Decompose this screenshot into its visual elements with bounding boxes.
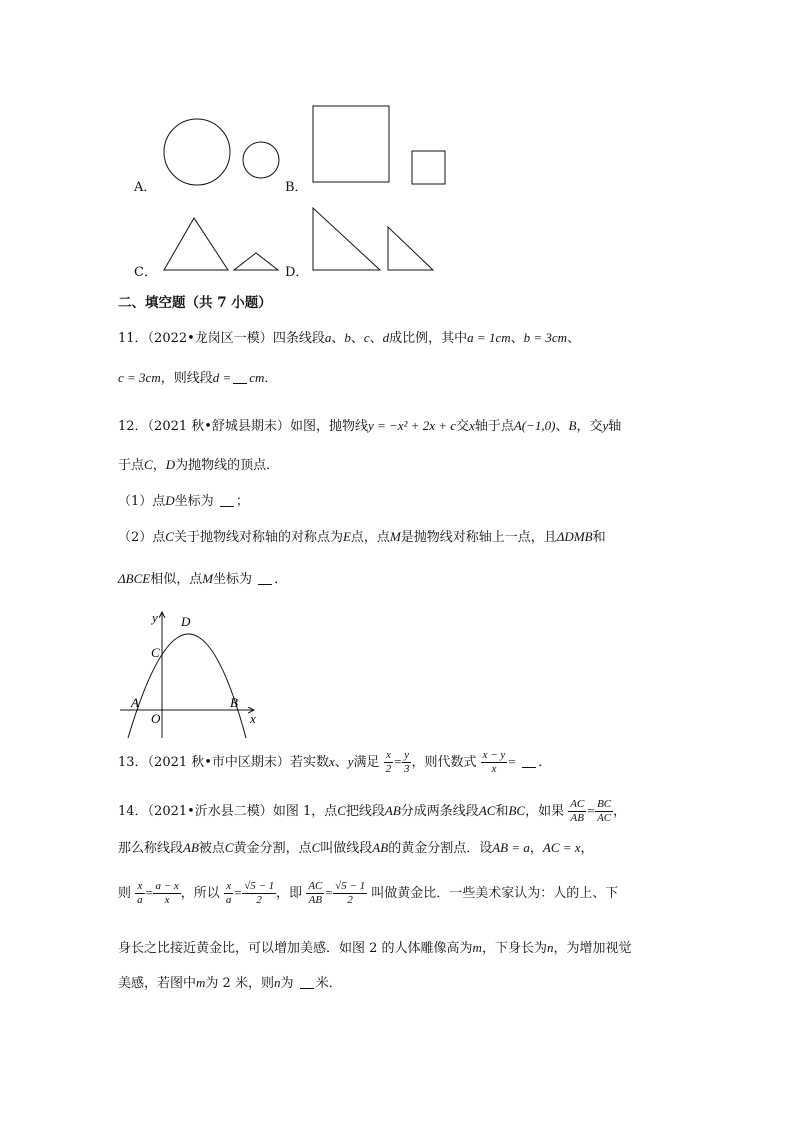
segment-ab: AB <box>183 840 199 855</box>
point-b: B <box>568 418 577 433</box>
large-square <box>313 106 389 182</box>
answer-blank[interactable] <box>220 494 234 507</box>
unit: cm <box>249 370 265 385</box>
q12-text: （2）点 <box>118 530 166 545</box>
q12-text: ，交 <box>576 419 603 434</box>
var-n: n <box>546 940 554 955</box>
point-c: C <box>337 803 346 818</box>
q14-text: 美感，若图中 <box>118 976 197 991</box>
sep: 、 <box>331 331 345 346</box>
frac-num: x − y <box>482 749 506 761</box>
graph-label-x: x <box>250 711 256 726</box>
sep: 、 <box>567 331 581 346</box>
question-14-line-1 <box>118 798 626 825</box>
small-square <box>412 151 445 184</box>
segment-ab: AB <box>372 840 389 855</box>
equals: = <box>586 803 596 818</box>
q12-text: 相似，点 <box>150 572 203 587</box>
point-d: D <box>165 457 176 472</box>
small-circle <box>243 142 279 178</box>
frac-den: a <box>137 894 143 906</box>
q14-text: 黄金分割，点 <box>233 841 312 856</box>
q14-text: ，即 <box>276 886 303 901</box>
q11-text: 成比例，其中 <box>389 331 468 346</box>
given-a: a = 1cm <box>467 330 511 345</box>
frac-num: a − x <box>155 880 179 892</box>
graph-label-y: y <box>152 610 158 625</box>
q14-text: 如图 1，点 <box>272 804 338 819</box>
small-right-triangle <box>388 227 433 270</box>
graph-label-b: B <box>230 695 238 710</box>
q12-text: 于点 <box>118 458 145 473</box>
frac-den: x <box>164 894 170 906</box>
graph-label-d: D <box>181 614 191 629</box>
sep: 、 <box>350 331 364 346</box>
answer-blank[interactable] <box>258 572 272 585</box>
q12-text: 轴 <box>608 419 622 434</box>
answer-lhs: d = <box>212 370 232 385</box>
question-11-line-1 <box>118 327 580 346</box>
fraction-bc-ac <box>595 798 613 825</box>
q12-number: 12． <box>118 419 148 434</box>
q12-text: ； <box>235 494 249 509</box>
frac-num: AC <box>308 880 323 892</box>
frac-den: AB <box>308 894 323 906</box>
fraction-x-over-a <box>135 880 145 907</box>
q12-text: 坐标为 <box>213 572 253 587</box>
q14-text: ， <box>529 841 543 856</box>
frac-den: a <box>225 894 232 906</box>
frac-num: BC <box>597 798 612 810</box>
q13-text: ． <box>538 755 552 770</box>
equals: = <box>144 885 154 900</box>
question-14-line-5 <box>118 972 342 991</box>
q12-text: 点，点 <box>350 530 390 545</box>
point-c: C <box>144 457 153 472</box>
segment-ab: AB <box>384 803 401 818</box>
point-c: C <box>165 529 174 544</box>
q14-text: 米． <box>315 976 342 991</box>
point-m: M <box>389 529 401 544</box>
graph-label-o: O <box>151 711 161 726</box>
q14-text: ，所以 <box>180 886 220 901</box>
question-13 <box>118 749 551 776</box>
fraction-x-over-a <box>224 880 234 907</box>
question-12-line-2 <box>118 454 279 473</box>
frac-num: AC <box>570 798 585 810</box>
section-title: 二、填空题（共 7 小题） <box>118 295 272 311</box>
large-triangle <box>164 218 228 270</box>
q14-text: 和 <box>495 804 509 819</box>
q14-text: 把线段 <box>345 804 385 819</box>
equals: = <box>324 885 334 900</box>
frac-num: √5 − 1 <box>335 880 366 892</box>
frac-num: x <box>384 749 394 763</box>
question-12-line-1 <box>118 415 621 434</box>
option-d-label: D． <box>285 265 309 280</box>
point-c: C <box>311 840 321 855</box>
answer-blank[interactable] <box>522 755 536 768</box>
q11-source: （2022•龙岗区一模） <box>147 331 273 346</box>
segment-ac: AC <box>478 803 496 818</box>
question-14-line-2 <box>118 837 594 856</box>
question-14-line-4 <box>118 937 631 956</box>
frac-den: 2 <box>256 894 262 906</box>
q14-text: ，如果 <box>525 804 565 819</box>
q12-text: 、 <box>555 419 569 434</box>
frac-den: x <box>491 763 497 775</box>
q13-text: 满足 <box>353 755 380 770</box>
large-right-triangle <box>313 208 380 270</box>
q14-text: ，为增加视觉 <box>553 941 632 956</box>
graph-label-c: C <box>151 645 160 660</box>
point-e: E <box>342 529 351 544</box>
fraction-expression <box>481 749 508 776</box>
var-n: n <box>273 975 281 990</box>
frac-den: 2 <box>347 894 353 906</box>
q12-text: ， <box>152 458 166 473</box>
given-c: c = 3cm <box>118 370 161 385</box>
q13-text: 若实数 <box>289 755 329 770</box>
equals: = <box>507 754 517 769</box>
frac-den: 2 <box>385 763 392 775</box>
frac-num: x <box>224 880 234 894</box>
sep: 、 <box>369 331 383 346</box>
var-d: d <box>382 330 390 345</box>
q14-text: ， <box>613 804 627 819</box>
question-12-part-1 <box>118 490 249 509</box>
frac-den: 3 <box>403 763 410 775</box>
q14-text: 被点 <box>198 841 225 856</box>
q11-text: 四条线段 <box>272 331 325 346</box>
var-y: y <box>602 418 609 433</box>
var-m: m <box>472 940 482 955</box>
q12-text: ． <box>274 572 288 587</box>
answer-blank[interactable] <box>233 371 247 384</box>
q12-text: （1）点 <box>118 494 166 509</box>
question-14-line-3 <box>118 880 618 907</box>
option-b-label: B． <box>285 180 308 195</box>
answer-blank[interactable] <box>300 976 314 989</box>
var-a: a <box>324 330 332 345</box>
graph-label-a: A <box>131 695 139 710</box>
var-c: c <box>363 330 370 345</box>
point-c: C <box>224 840 234 855</box>
equals: = <box>393 754 402 769</box>
q12-text: 坐标为 <box>174 494 214 509</box>
frac-num: y <box>402 749 412 763</box>
frac-num: √5 − 1 <box>244 880 275 892</box>
q14-text: 为 <box>280 976 294 991</box>
q14-text: 叫做黄金比．一些美术家认为：人的上、下 <box>371 886 619 901</box>
q14-text: 的黄金分割点．设 <box>388 841 493 856</box>
q11-number: 11． <box>118 331 148 346</box>
q12-text: 为抛物线的顶点． <box>175 458 280 473</box>
q12-text: 如图，抛物线 <box>289 419 368 434</box>
q14-text: 叫做线段 <box>320 841 373 856</box>
triangle-dmb: ΔDMB <box>556 529 593 544</box>
q14-text: 身长之比接近黄金比，可以增加美感．如图 2 的人体雕像高为 <box>118 941 473 956</box>
option-c-label: C． <box>134 265 157 280</box>
q14-text: 则 <box>118 886 132 901</box>
point-a: A(−1,0) <box>513 418 556 433</box>
fraction-a-minus-x-over-x <box>153 880 180 907</box>
sep: 、 <box>510 331 524 346</box>
q12-text: 交 <box>456 419 470 434</box>
triangle-bce: ΔBCE <box>118 571 151 586</box>
fraction-ac-ab <box>306 880 324 907</box>
fraction-x-over-2 <box>384 749 394 776</box>
q14-text: 那么称线段 <box>118 841 184 856</box>
frac-num: x <box>135 880 145 894</box>
question-11-line-2 <box>118 367 277 386</box>
frac-den: AC <box>597 812 612 824</box>
var-x: x <box>469 418 475 433</box>
set-ac: AC = x <box>542 840 581 855</box>
q12-text: 关于抛物线对称轴的对称点为 <box>173 530 343 545</box>
q11-text: ，则线段 <box>160 371 213 386</box>
fraction-golden <box>333 880 367 907</box>
question-12-part-2-line-2 <box>118 568 287 587</box>
q13-text: ，则代数式 <box>411 755 477 770</box>
point-m: M <box>202 571 214 586</box>
frac-den: AB <box>570 812 584 824</box>
var-m: m <box>196 975 206 990</box>
q13-number: 13． <box>118 755 148 770</box>
q14-source: （2021•沂水县二模） <box>147 804 273 819</box>
var-b: b <box>344 330 351 345</box>
parabola-curve <box>128 634 246 738</box>
q12-text: 轴于点 <box>474 419 514 434</box>
q14-text: 为 2 米，则 <box>205 976 274 991</box>
q14-text: ， <box>580 841 594 856</box>
set-ab: AB = a <box>492 840 530 855</box>
end: ． <box>264 371 278 386</box>
q14-text: 分成两条线段 <box>400 804 479 819</box>
segment-bc: BC <box>508 803 526 818</box>
q14-text: ，下身长为 <box>481 941 547 956</box>
point-d: D <box>165 493 175 508</box>
var-y: y <box>347 754 354 769</box>
q13-source: （2021 秋•市中区期末） <box>147 755 290 770</box>
parabola-equation: y = −x² + 2x + c <box>367 418 457 433</box>
fraction-golden <box>242 880 276 907</box>
given-b: b = 3cm <box>523 330 568 345</box>
q12-text: 和 <box>592 530 606 545</box>
large-circle <box>164 119 230 185</box>
var-x: x <box>328 754 335 769</box>
option-a-label: A． <box>134 180 157 195</box>
equals: = <box>233 885 243 900</box>
q14-number: 14． <box>118 804 148 819</box>
q12-text: 是抛物线对称轴上一点，且 <box>400 530 557 545</box>
q12-source: （2021 秋•舒城县期末） <box>147 419 290 434</box>
question-12-part-2-line-1 <box>118 526 606 545</box>
fraction-ac-ab <box>568 798 586 825</box>
sep: 、 <box>334 755 348 770</box>
small-triangle <box>234 253 278 270</box>
